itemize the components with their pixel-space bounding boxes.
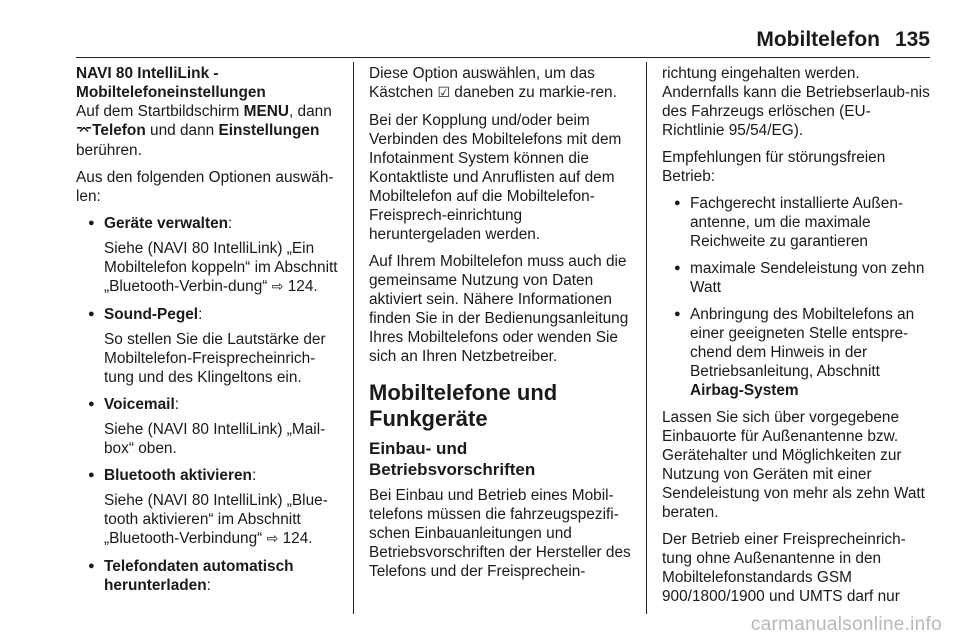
paragraph: Empfehlungen für störungsfreien Betrieb: xyxy=(662,149,886,185)
airbag-reference: Airbag-System xyxy=(690,382,799,399)
option-item: ● Telefondaten automatisch herunterladen: xyxy=(76,557,344,595)
paragraph: richtung eingehalten werden. Andernfalls kann die Betriebserlaub-nis des Fahrzeugs erlöschen (EU-Richtlinie 95/54/EG). xyxy=(662,65,930,139)
option-item: ● Sound-Pegel: So stellen Sie die Lautstärke der Mobiltelefon-Freisprecheinrich-tung und des Klingeltons ein. xyxy=(76,305,344,387)
column-divider-1 xyxy=(353,62,354,614)
list-item: ● maximale Sendeleistung von zehn Watt xyxy=(662,259,932,297)
page-reference-icon: ⇨ xyxy=(266,531,279,547)
section-title: NAVI 80 IntelliLink - Mobiltelefoneinstellungen xyxy=(76,65,266,101)
paragraph: Lassen Sie sich über vorgegebene Einbauorte für Außenantenne bzw. Gerätehalter und Möglichkeiten zur Nutzung von Geräten mit einer Sendeleistung von mehr als zehn Watt beraten. xyxy=(662,409,925,521)
watermark: carmanualsonline.info xyxy=(750,614,942,635)
paragraph: Der Betrieb einer Freisprecheinrich-tung ohne Außenantenne in den Mobiltelefonstandards GSM 900/1800/1900 und UMTS darf nur xyxy=(662,531,906,605)
section-heading: Mobiltelefone und Funkgeräte xyxy=(369,380,558,431)
paragraph: Diese Option auswählen, um das Kästchen ☑ daneben zu markie-ren. xyxy=(369,65,617,101)
option-item: ● Geräte verwalten: Siehe (NAVI 80 IntelliLink) „Ein Mobiltelefon koppeln“ im Abschnitt „Bluetooth-Verbin-dung“ ⇨ 124. xyxy=(76,214,344,297)
option-item: ● Voicemail: Siehe (NAVI 80 IntelliLink) „Mail-box“ oben. xyxy=(76,395,344,458)
column-2 xyxy=(369,64,637,589)
page-header xyxy=(0,22,960,58)
page-number: 135 xyxy=(894,28,930,51)
column-1 xyxy=(76,64,344,603)
subsection-heading: Einbau- und Betriebsvorschriften xyxy=(369,439,536,479)
column-divider-2 xyxy=(646,62,647,614)
paragraph: Bei der Kopplung und/oder beim Verbinden des Mobiltelefons mit dem Infotainment System können die Kontaktliste und Anruflisten auf dem Mobiltelefon auf die Mobiltelefon-Freisprech-einrichtung heruntergeladen werden. xyxy=(369,112,622,243)
list-item: ● Fachgerecht installierte Außen-antenne, um die maximale Reichweite zu garantieren xyxy=(662,194,932,251)
column-3 xyxy=(662,64,932,614)
paragraph: Bei Einbau und Betrieb eines Mobil-telefons müssen die fahrzeugspezifi-schen Einbauanleitungen und Betriebsvorschriften der Hersteller des Telefons und der Freisprechein- xyxy=(369,487,631,580)
telefon-keyword: Telefon xyxy=(92,122,146,139)
paragraph: Auf Ihrem Mobiltelefon muss auch die gemeinsame Nutzung von Daten aktiviert sein. Nähere Informationen finden Sie in der Bedienungsanleitung Ihres Mobiltelefons oder wenden Sie sich an Ihren Netzbetreiber. xyxy=(369,253,629,365)
page-title: Mobiltelefon xyxy=(756,28,880,51)
options-intro: Aus den folgenden Optionen auswäh-len: xyxy=(76,169,334,205)
option-item: ● Bluetooth aktivieren: Siehe (NAVI 80 IntelliLink) „Blue-tooth aktivieren“ im Abschnitt „Bluetooth-Verbindung“ ⇨ 124. xyxy=(76,466,344,549)
page-reference-icon: ⇨ xyxy=(271,279,284,295)
menu-keyword: MENU xyxy=(243,103,289,120)
phone-icon: ⌤ xyxy=(76,123,93,139)
intro-paragraph: Auf dem Startbildschirm MENU, dann ⌤Telefon und dann Einstellungen berühren. xyxy=(76,103,332,159)
list-item: ● Anbringung des Mobiltelefons an einer geeigneten Stelle entspre-chend dem Hinweis in der Betriebsanleitung, Abschnitt Airbag-System xyxy=(662,305,932,400)
checkbox-icon: ☑ xyxy=(437,85,451,101)
einstellungen-keyword: Einstellungen xyxy=(218,122,320,139)
header-divider xyxy=(76,57,930,58)
